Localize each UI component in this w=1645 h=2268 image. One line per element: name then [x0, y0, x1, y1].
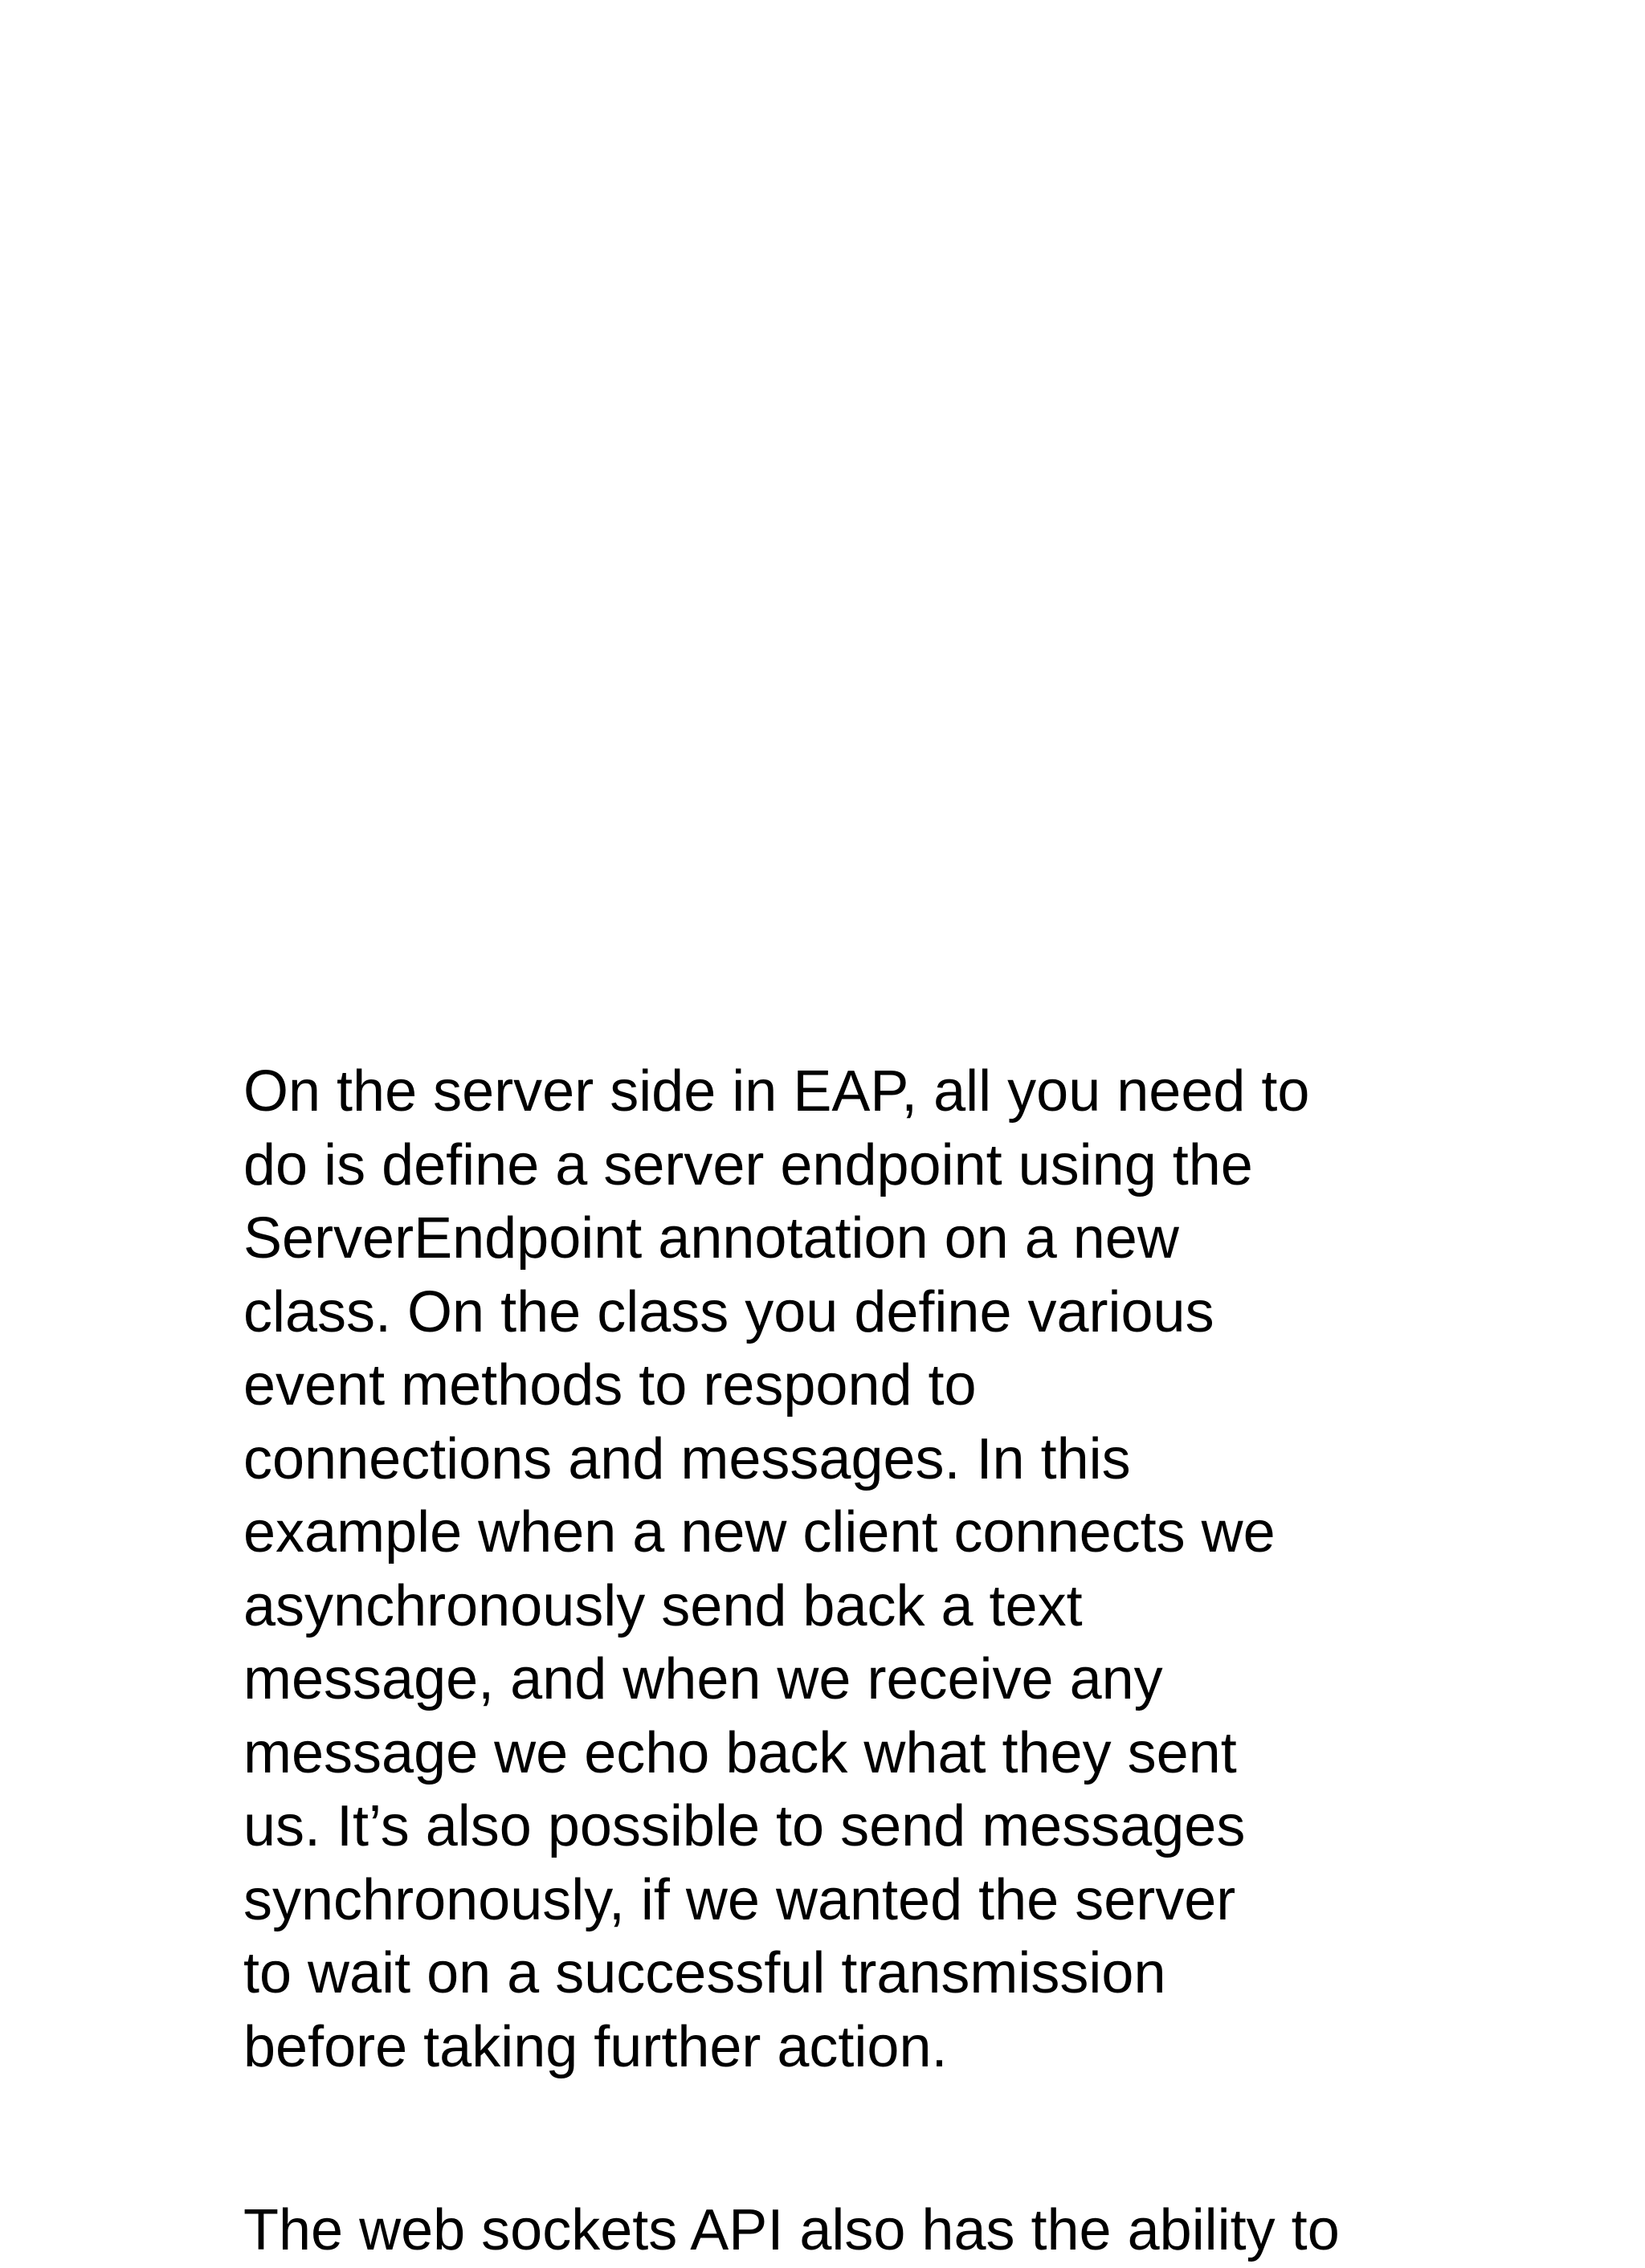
text-line: to wait on a successful transmission	[243, 1941, 1166, 2005]
text-line: us. It’s also possible to send messages	[243, 1794, 1246, 1858]
text-line: connections and messages. In this	[243, 1426, 1131, 1491]
text-line: do is define a server endpoint using the	[243, 1132, 1253, 1197]
text-line: message we echo back what they sent	[243, 1720, 1237, 1785]
text-line: asynchronously send back a text	[243, 1573, 1083, 1638]
text-line: synchronously, if we wanted the server	[243, 1867, 1236, 1932]
body-paragraph	[243, 1055, 1484, 2084]
text-line: before taking further action.	[243, 2014, 948, 2079]
text-line: class. On the class you define various	[243, 1279, 1214, 1344]
text-line: On the server side in EAP, all you need to	[243, 1059, 1310, 1124]
text-line: The web sockets API also has the ability to	[243, 2198, 1340, 2262]
body-paragraph-cut-off	[243, 2194, 1484, 2268]
text-line: ServerEndpoint annotation on a new	[243, 1206, 1179, 1271]
text-line: event methods to respond to	[243, 1353, 977, 1418]
text-line: example when a new client connects we	[243, 1500, 1276, 1564]
text-line: message, and when we receive any	[243, 1647, 1163, 1711]
